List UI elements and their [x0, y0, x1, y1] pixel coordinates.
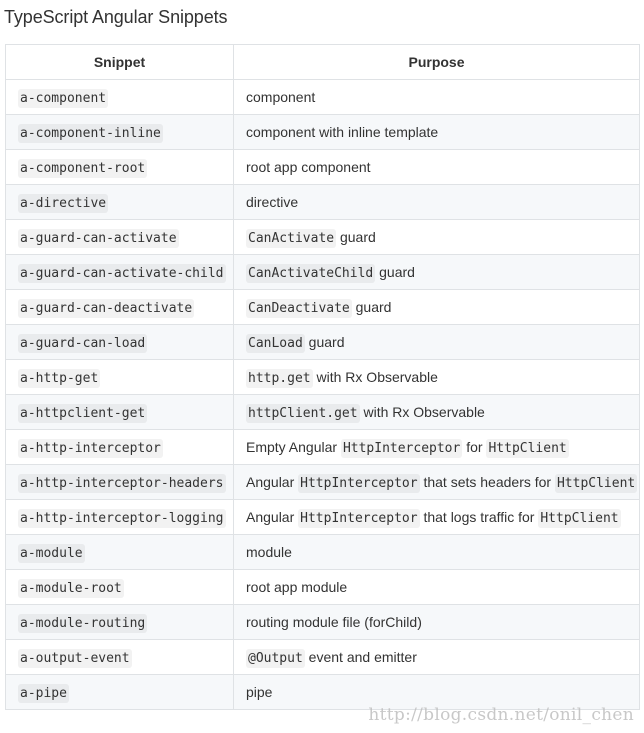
snippet-code: a-httpclient-get [20, 405, 146, 421]
purpose-text: Angular [246, 473, 299, 490]
table-row [6, 570, 640, 605]
purpose-cell [234, 325, 640, 360]
table-row [6, 290, 640, 325]
purpose-text: pipe [246, 684, 273, 700]
column-header-snippet: Snippet [6, 45, 234, 80]
table-row [6, 360, 640, 395]
snippet-cell [6, 570, 234, 605]
snippet-code: a-http-interceptor-logging [20, 510, 224, 526]
purpose-text: routing module file (forChild) [246, 614, 422, 630]
purpose-code: @Output [248, 650, 303, 666]
snippet-cell [6, 220, 234, 255]
purpose-text: with Rx Observable [312, 368, 438, 385]
table-row [6, 500, 640, 535]
snippet-cell [6, 115, 234, 150]
purpose-text: directive [246, 194, 299, 210]
purpose-cell [234, 430, 640, 465]
purpose-text: root app module [246, 579, 348, 595]
table-body [6, 80, 640, 710]
purpose-cell [234, 465, 640, 500]
table-row [6, 150, 640, 185]
snippet-code: a-guard-can-activate [20, 230, 177, 246]
page-title: TypeScript Angular Snippets [4, 7, 228, 27]
purpose-cell [234, 290, 640, 325]
snippet-code: a-directive [20, 195, 107, 211]
snippet-code: a-output-event [20, 650, 130, 666]
purpose-cell [234, 80, 640, 115]
snippet-cell [6, 640, 234, 675]
purpose-cell [234, 395, 640, 430]
table-row [6, 255, 640, 290]
snippet-cell [6, 605, 234, 640]
table-header-row [6, 45, 640, 80]
table-row [6, 465, 640, 500]
purpose-cell [234, 150, 640, 185]
purpose-text: module [246, 544, 292, 560]
snippet-code: a-guard-can-activate-child [20, 265, 224, 281]
snippet-code: a-http-interceptor-headers [20, 475, 224, 491]
purpose-code: CanDeactivate [248, 300, 350, 316]
purpose-code: HttpInterceptor [300, 510, 418, 526]
purpose-text: component with inline template [246, 124, 439, 140]
purpose-code: httpClient.get [248, 405, 358, 421]
snippet-cell [6, 185, 234, 220]
snippets-table [5, 44, 640, 710]
snippet-code: a-http-get [20, 370, 99, 386]
snippet-cell [6, 360, 234, 395]
purpose-text: with Rx Observable [359, 403, 485, 420]
purpose-code: HttpClient [488, 440, 567, 456]
snippet-code: a-guard-can-load [20, 335, 146, 351]
purpose-text: guard [351, 298, 392, 315]
snippet-cell [6, 500, 234, 535]
purpose-text: guard [304, 333, 345, 350]
table-row [6, 640, 640, 675]
purpose-cell [234, 570, 640, 605]
table-row [6, 605, 640, 640]
purpose-text: component [246, 89, 316, 105]
purpose-cell [234, 255, 640, 290]
purpose-text: that sets headers for [419, 473, 555, 490]
snippet-cell [6, 535, 234, 570]
purpose-code: CanLoad [248, 335, 303, 351]
purpose-code: HttpInterceptor [300, 475, 418, 491]
table-row [6, 220, 640, 255]
table-row [6, 395, 640, 430]
table-row [6, 80, 640, 115]
purpose-text: guard [375, 263, 415, 280]
snippet-cell [6, 465, 234, 500]
purpose-text: Empty Angular [246, 438, 341, 455]
table-row [6, 115, 640, 150]
watermark: http://blog.csdn.net/onil_chen [368, 705, 634, 725]
table-row [6, 430, 640, 465]
table-row [6, 675, 640, 710]
column-header-purpose: Purpose [234, 45, 640, 80]
purpose-cell [234, 500, 640, 535]
snippet-code: a-http-interceptor [20, 440, 161, 456]
snippet-cell [6, 255, 234, 290]
table-row [6, 325, 640, 360]
snippet-cell [6, 430, 234, 465]
purpose-code: CanActivate [248, 230, 335, 246]
purpose-code: HttpClient [540, 510, 619, 526]
purpose-text: Angular [246, 508, 299, 525]
purpose-cell [234, 360, 640, 395]
purpose-text: root app component [246, 159, 371, 175]
snippet-code: a-module [20, 545, 83, 561]
purpose-code: HttpClient [556, 475, 636, 491]
snippet-cell [6, 675, 234, 710]
purpose-cell [234, 675, 640, 710]
snippet-cell [6, 325, 234, 360]
purpose-cell [234, 115, 640, 150]
purpose-code: http.get [248, 370, 311, 386]
purpose-cell [234, 640, 640, 675]
snippet-code: a-component-root [20, 160, 146, 176]
snippet-cell [6, 395, 234, 430]
purpose-cell [234, 185, 640, 220]
snippet-code: a-guard-can-deactivate [20, 300, 193, 316]
purpose-text: event and emitter [304, 648, 417, 665]
purpose-code: CanActivateChild [248, 265, 374, 281]
snippet-code: a-module-root [20, 580, 122, 596]
purpose-cell [234, 220, 640, 255]
table-row [6, 185, 640, 220]
purpose-code: HttpInterceptor [342, 440, 461, 456]
purpose-text: guard [336, 228, 376, 245]
snippet-cell [6, 80, 234, 115]
snippet-cell [6, 150, 234, 185]
snippet-code: a-pipe [20, 685, 67, 701]
snippet-code: a-component [20, 90, 107, 106]
snippet-cell [6, 290, 234, 325]
snippet-code: a-component-inline [20, 125, 161, 141]
purpose-text: that logs traffic for [419, 508, 539, 525]
snippet-code: a-module-routing [20, 615, 146, 631]
purpose-cell [234, 605, 640, 640]
purpose-cell [234, 535, 640, 570]
purpose-text: for [462, 438, 487, 455]
table-row [6, 535, 640, 570]
